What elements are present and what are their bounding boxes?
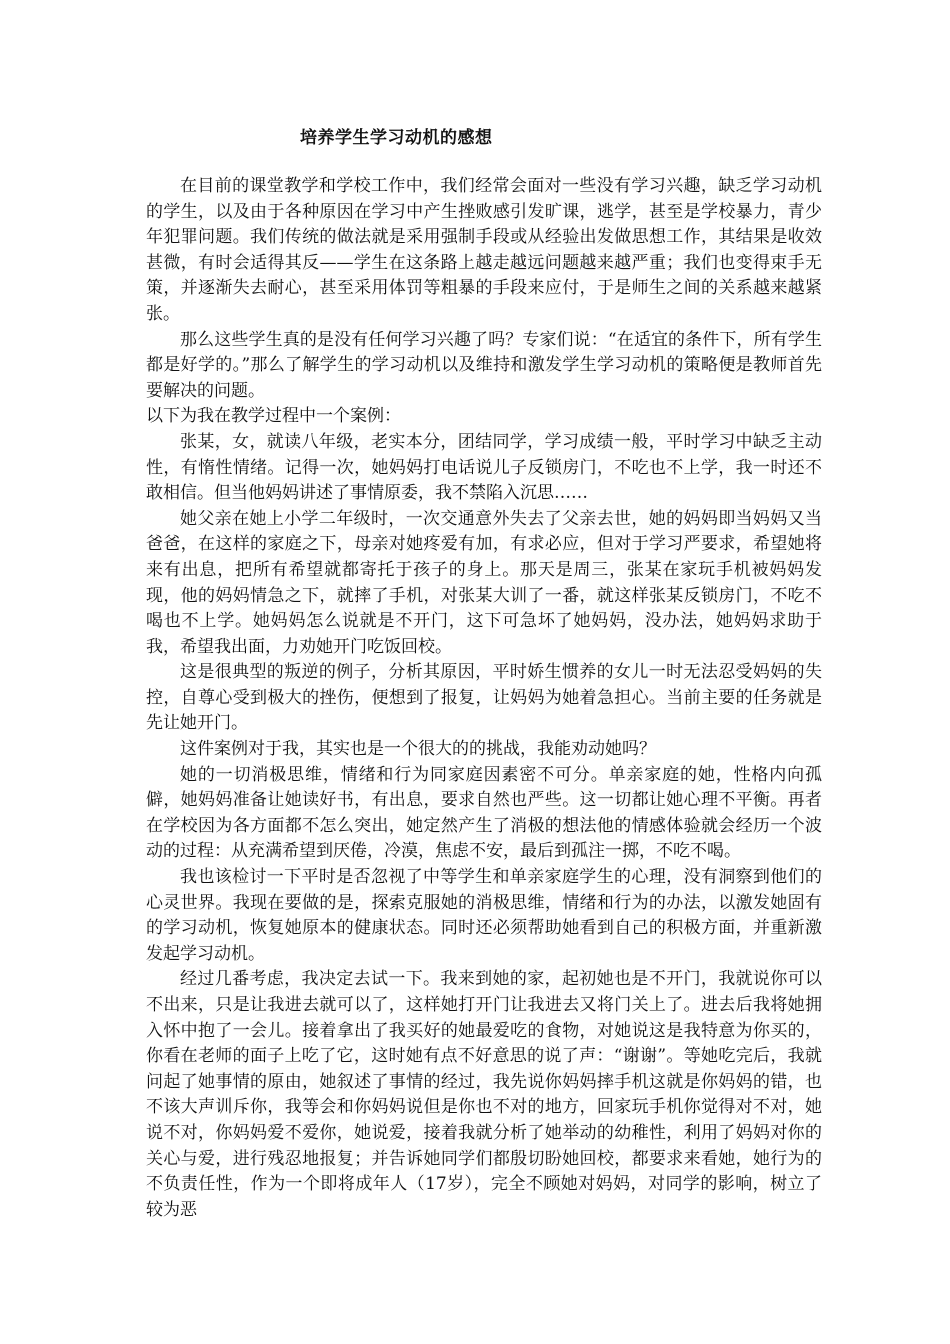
document-body [146, 174, 822, 1223]
paragraph: 她父亲在她上小学二年级时，一次交通意外失去了父亲去世，她的妈妈即当妈妈又当爸爸，在这样的家庭之下，母亲对她疼爱有加，有求必应，但对于学习严要求，希望她将来有出息，把所有希望就都寄托于孩子的身上。那天是周三，张某在家玩手机被妈妈发现，他的妈妈情急之下，就摔了手机，对张某大训了一番，就这样张某反锁房门，不吃不喝也不上学。她妈妈怎么说就是不开门，这下可急坏了她妈妈，没办法，她妈妈求助于我，希望我出面，力劝她开门吃饭回校。 [146, 508, 822, 657]
paragraph: 那么这些学生真的是没有任何学习兴趣了吗？专家们说：“在适宜的条件下，所有学生都是好学的。”那么了解学生的学习动机以及维持和激发学生学习动机的策略便是教师首先要解决的问题。 [146, 329, 822, 401]
paragraph: 张某，女，就读八年级，老实本分，团结同学，学习成绩一般，平时学习中缺乏主动性，有惰性情绪。记得一次，她妈妈打电话说儿子反锁房门，不吃也不上学，我一时还不敢相信。但当他妈妈讲述了事情原委，我不禁陷入沉思…… [146, 431, 822, 504]
paragraph: 她的一切消极思维，情绪和行为同家庭因素密不可分。单亲家庭的她，性格内向孤僻，她妈妈准备让她读好书，有出息，要求自然也严些。这一切都让她心理不平衡。再者在学校因为各方面都不怎么突出，她定然产生了消极的想法他的情感体验就会经历一个波动的过程：从充满希望到厌倦，冷漠，焦虑不安，最后到孤注一掷，不吃不喝。 [146, 764, 822, 862]
paragraph: 这件案例对于我，其实也是一个很大的的挑战，我能劝动她吗？ [180, 739, 656, 760]
paragraph: 经过几番考虑，我决定去试一下。我来到她的家，起初她也是不开门，我就说你可以不出来，只是让我进去就可以了，这样她打开门让我进去又将门关上了。进去后我将她拥入怀中抱了一会儿。接着拿出了我买好的她最爱吃的食物，对她说这是我特意为你买的，你看在老师的面子上吃了它，这时她有点不好意思的说了声：“谢谢”。等她吃完后，我就问起了她事情的原由，她叙述了事情的经过，我先说你妈妈摔手机这就是你妈妈的错，也不该大声训斥你，我等会和你妈妈说但是你也不对的地方，回家玩手机你觉得对不对，她说不对，你妈妈爱不爱你，她说爱，接着我就分析了她举动的幼稚性，利用了妈妈对你的关心与爱，进行残忍地报复；并告诉她同学们都殷切盼她回校，都要求来看她，她行为的不负责任性，作为一个即将成年人（17岁），完全不顾她对妈妈，对同学的影响，树立了较为恶 [146, 969, 822, 1220]
paragraph: 我也该检讨一下平时是否忽视了中等学生和单亲家庭学生的心理，没有洞察到他们的心灵世界。我现在要做的是，探索克服她的消极思维，情绪和行为的办法，以激发她固有的学习动机，恢复她原本的健康状态。同时还必须帮助她看到自己的积极方面，并重新激发起学习动机。 [146, 867, 822, 964]
paragraph: 在目前的课堂教学和学校工作中，我们经常会面对一些没有学习兴趣，缺乏学习动机的学生，以及由于各种原因在学习中产生挫败感引发旷课，逃学，甚至是学校暴力，青少年犯罪问题。我们传统的做法就是采用强制手段或从经验出发做思想工作，其结果是收效甚微，有时会适得其反——学生在这条路上越走越远问题越来越严重；我们也变得束手无策，并逐渐失去耐心，甚至采用体罚等粗暴的手段来应付，于是师生之间的关系越来越紧张。 [146, 176, 822, 324]
document-title: 培养学生学习动机的感想 [300, 128, 493, 148]
paragraph: 这是很典型的叛逆的例子，分析其原因，平时娇生惯养的女儿一时无法忍受妈妈的失控，自尊心受到极大的挫伤，便想到了报复，让妈妈为她着急担心。当前主要的任务就是先让她开门。 [146, 662, 822, 734]
paragraph: 以下为我在教学过程中一个案例： [146, 406, 401, 427]
